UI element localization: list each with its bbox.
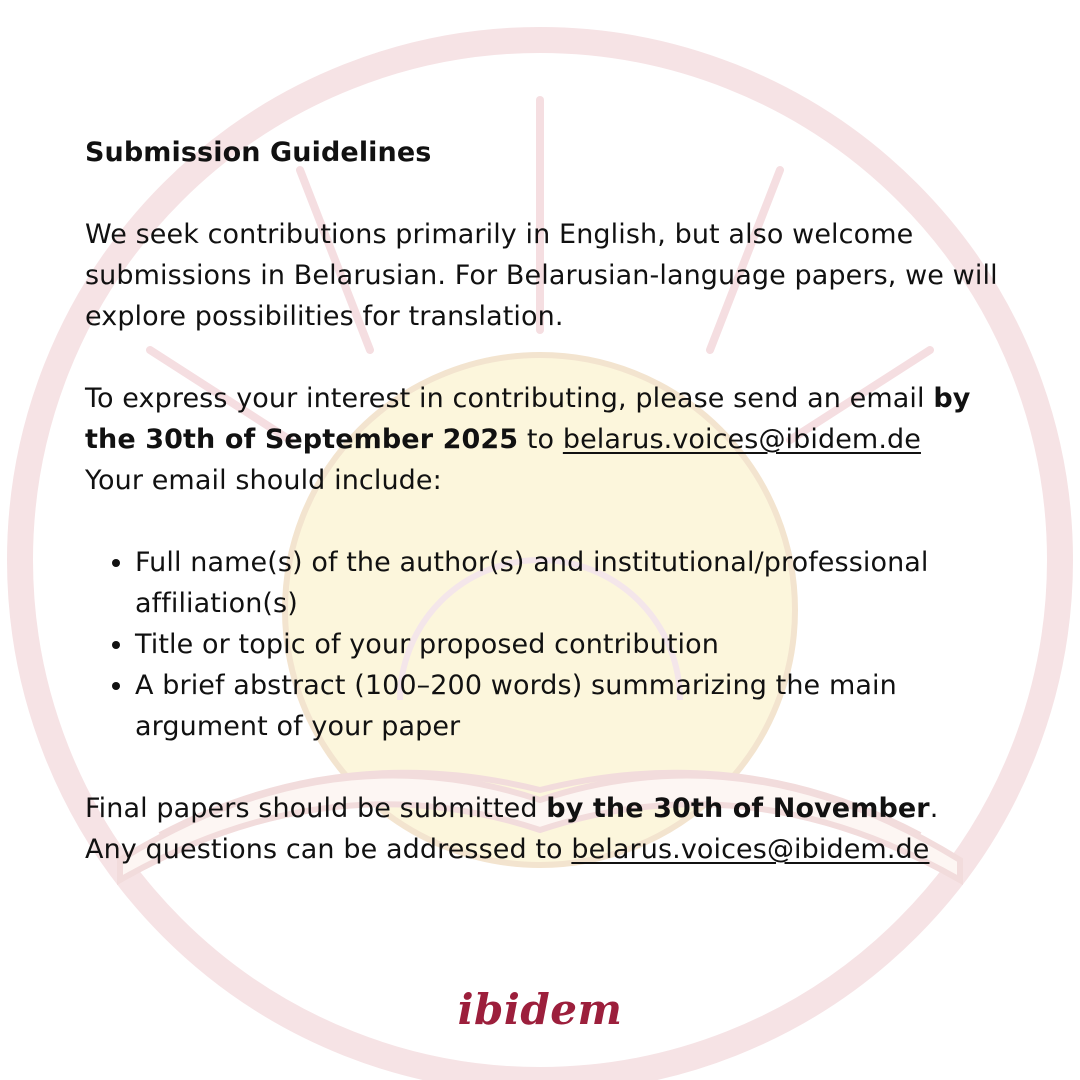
interest-to: to xyxy=(518,424,563,455)
email-link-interest[interactable]: belarus.voices@ibidem.de xyxy=(562,424,921,455)
guidelines-content xyxy=(85,132,1005,870)
list-item: • Full name(s) of the author(s) and institutional/professional affiliation(s) xyxy=(135,542,1005,624)
list-item: • A brief abstract (100–200 words) summarizing the main argument of your paper xyxy=(135,665,1005,747)
page-title: Submission Guidelines xyxy=(85,137,432,168)
ibidem-logo: ibidem xyxy=(457,985,623,1034)
september-deadline: by the 30th of September 2025 xyxy=(85,383,971,455)
interest-paragraph xyxy=(85,378,1005,460)
email-link-questions[interactable]: belarus.voices@ibidem.de xyxy=(571,834,930,865)
questions-line xyxy=(85,829,1005,870)
intro-paragraph: We seek contributions primarily in English, but also welcome submissions in Belarusian. For Belarusian-language papers, we will explore possibilities for translation. xyxy=(85,219,998,332)
interest-lead: To express your interest in contributing, please send an email xyxy=(85,383,934,414)
november-deadline: by the 30th of November xyxy=(546,793,930,824)
final-lead: Final papers should be submitted xyxy=(85,793,547,824)
final-period: . xyxy=(929,793,939,824)
include-line: Your email should include: xyxy=(85,465,442,496)
questions-lead: Any questions can be addressed to xyxy=(85,834,572,865)
final-paragraph xyxy=(85,788,1005,829)
requirements-list xyxy=(85,542,1005,747)
list-item: • Title or topic of your proposed contribution xyxy=(135,624,1005,665)
